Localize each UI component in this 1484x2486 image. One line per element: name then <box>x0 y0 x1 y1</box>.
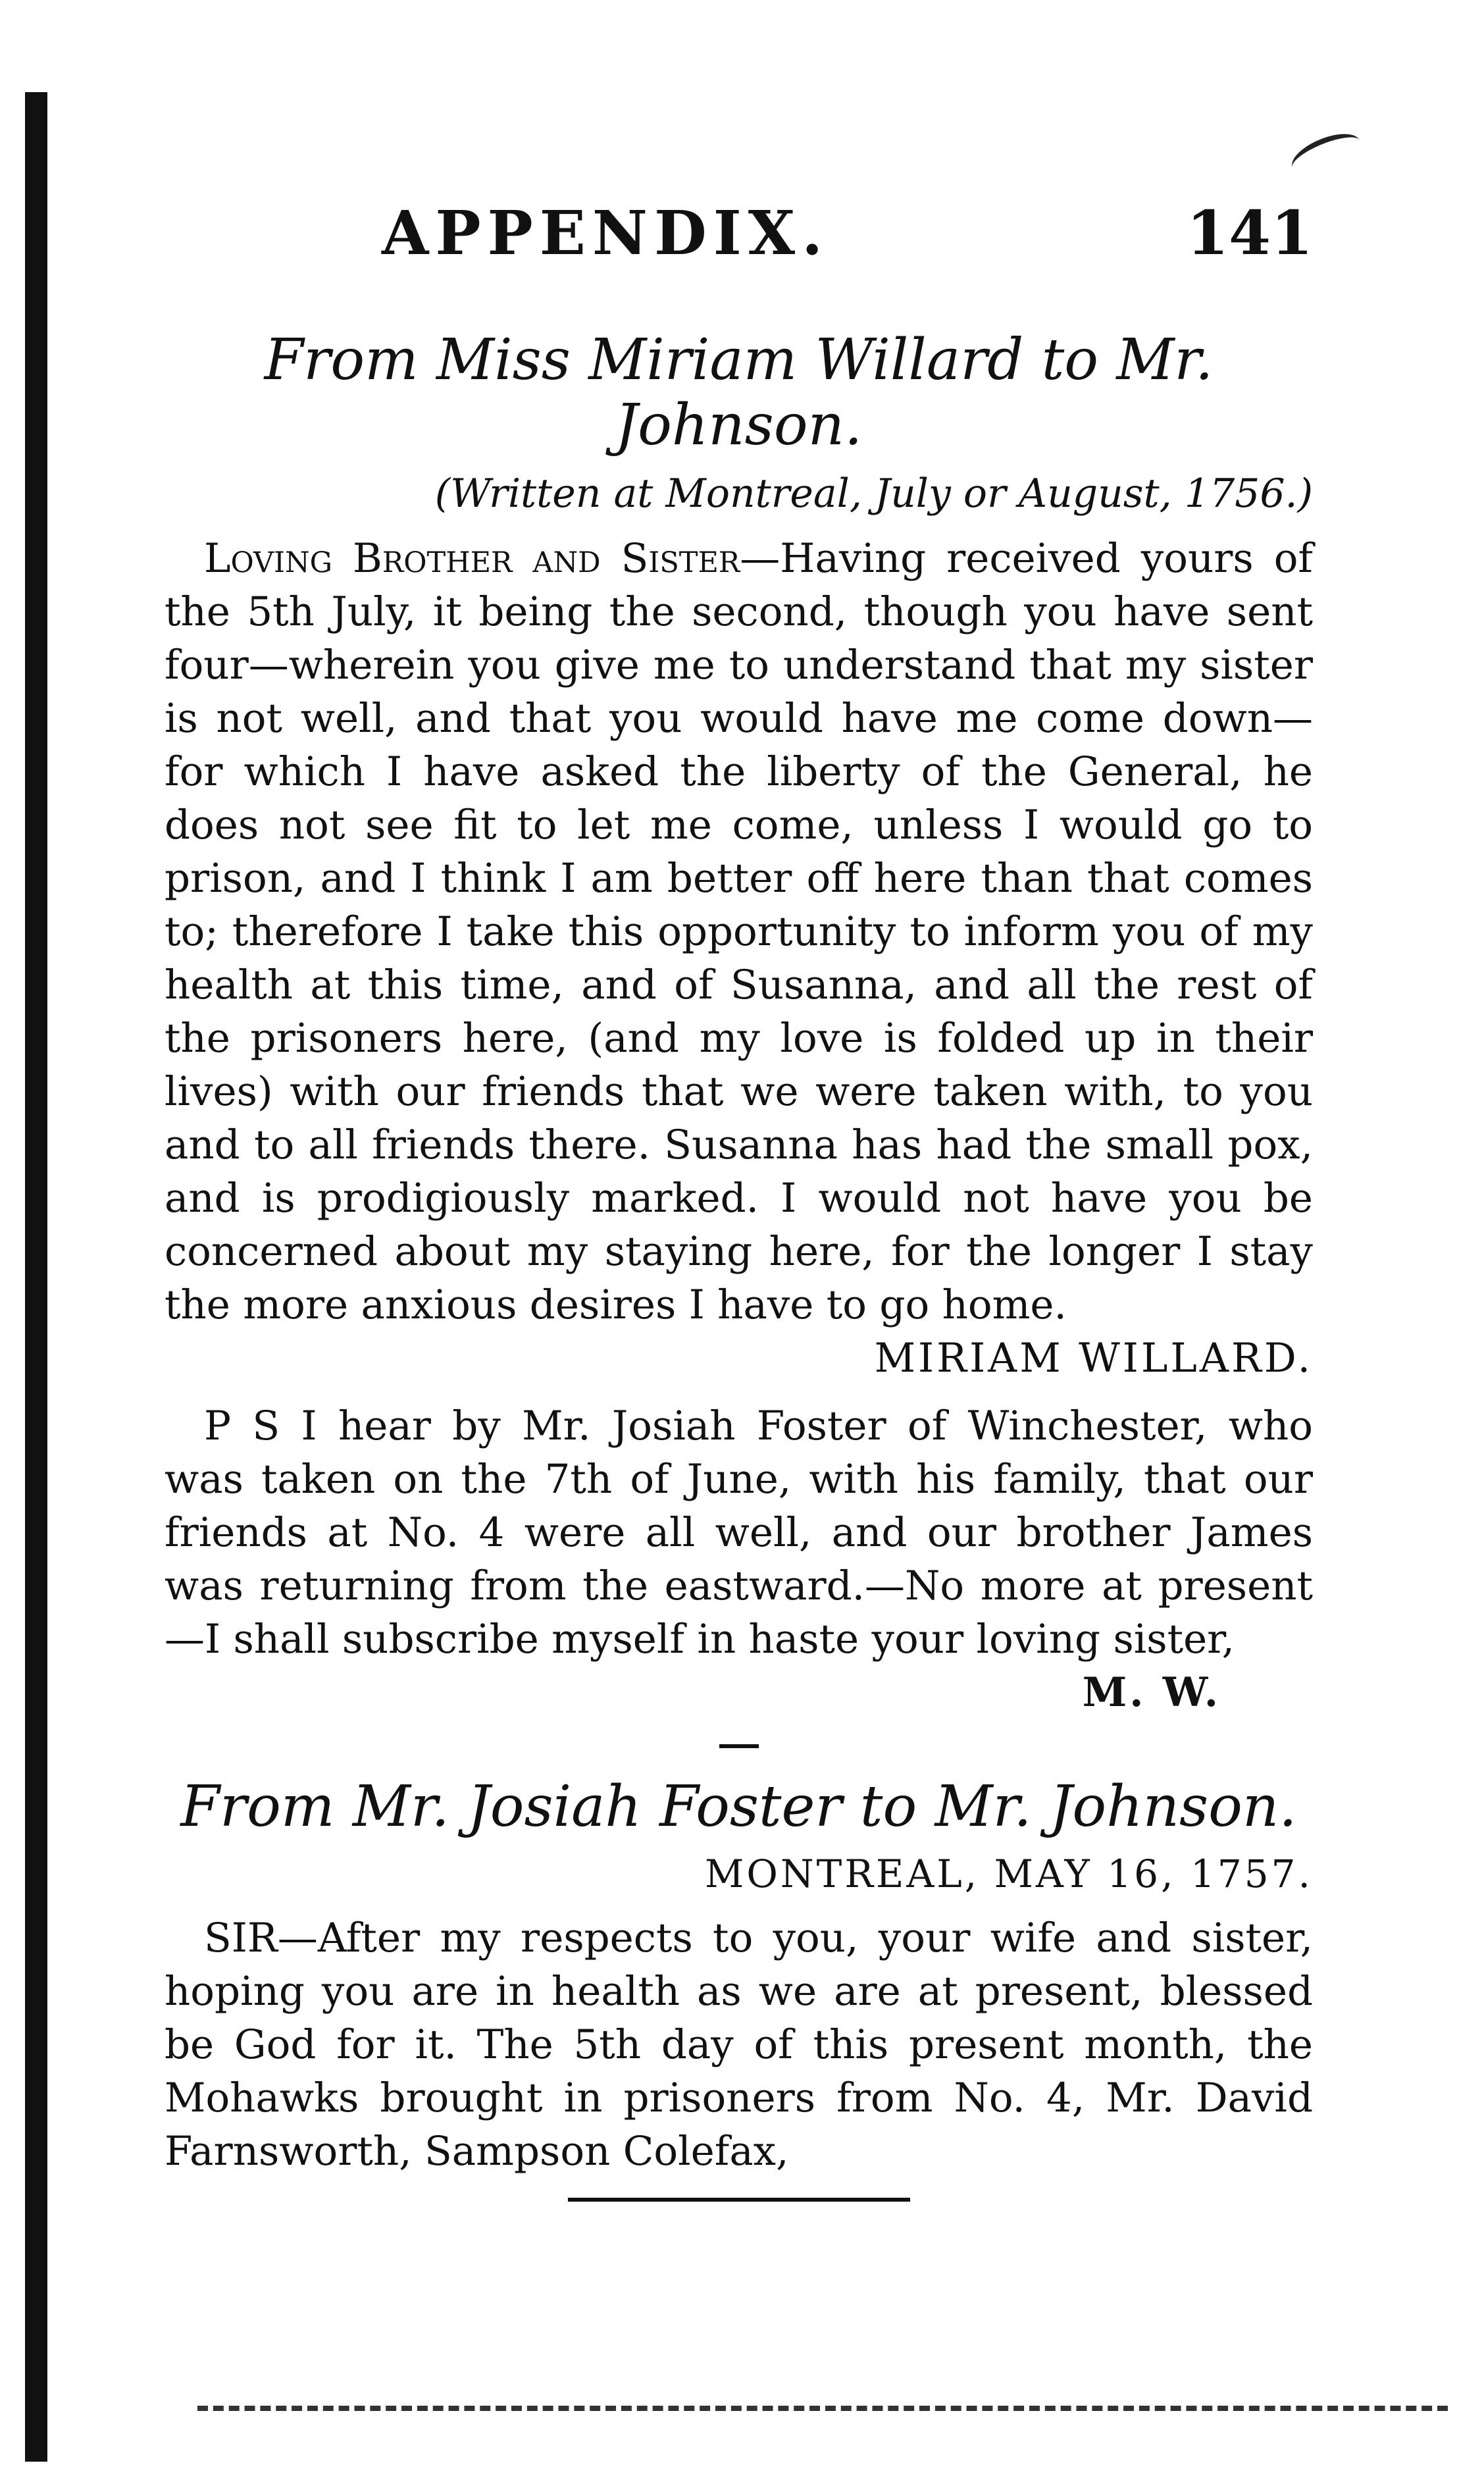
page-content <box>165 197 1313 2202</box>
pencil-mark <box>1287 126 1366 182</box>
page-header <box>165 197 1313 276</box>
initials: M. W. <box>1082 1669 1221 1716</box>
signature: MIRIAM WILLARD. <box>874 1334 1313 1382</box>
bottom-rule <box>568 2198 910 2202</box>
letter-note: (Written at Montreal, July or August, 1756.) <box>434 470 1313 517</box>
page-number: 141 <box>1186 197 1313 269</box>
letter-willard <box>165 328 1313 1719</box>
initials-line <box>165 1666 1313 1719</box>
letter-body: SIR—After my respects to you, your wife and sister, hoping you are in health as we are at present, blessed be God for it. The 5th day of this present month, the Mohawks brought in prisoners from No. 4, Mr. David Farnsworth, Sampson Colefax, <box>165 1915 1313 2175</box>
letter-body <box>165 532 1313 1332</box>
postscript: P S I hear by Mr. Josiah Foster of Winchester, who was taken on the 7th of June, with his family, that our friends at No. 4 were all well, and our brother James was returning from the eastward.—No more at present—I shall subscribe myself in haste your loving sister, <box>165 1402 1313 1663</box>
section-divider <box>719 1744 759 1748</box>
running-head: APPENDIX. <box>382 197 830 269</box>
salutation: Loving Brother and Sister <box>204 534 740 582</box>
letter-body-text: —Having received yours of the 5th July, it being the second, though you have sent four—wherein you give me to understand that my sister is not well, and that you would have me come down—for which I have asked the liberty of the General, he does not see fit to let me come, unless I would go to prison, and I think I am better off here than that comes to; therefore I take this opportunity to inform you of my health at this time, and of Susanna, and all the rest of the prisoners here, (and my love is folded up in their lives) with our friends that we were taken with, to you and to all friends there. Susanna has had the small pox, and is prodigiously marked. I would not have you be concerned about my staying here, for the longer I stay the more anxious desires I have to go home. <box>165 534 1313 1328</box>
dateline: MONTREAL, MAY 16, 1757. <box>704 1851 1313 1896</box>
signature-line <box>165 1332 1313 1385</box>
left-margin-rule <box>25 92 47 2462</box>
letter-title: From Miss Miriam Willard to Mr. Johnson. <box>264 327 1214 458</box>
letter-foster <box>165 1774 1313 2178</box>
letter-title: From Mr. Josiah Foster to Mr. Johnson. <box>180 1773 1297 1840</box>
scan-noise <box>197 2406 1448 2416</box>
